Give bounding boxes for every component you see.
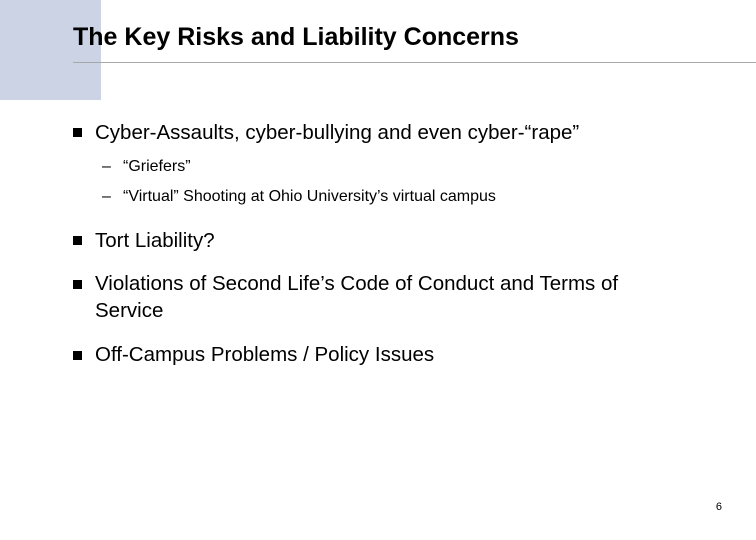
bullet-item-off-campus: Off-Campus Problems / Policy Issues <box>95 343 435 366</box>
bullet-item-violations-line1: Violations of Second Life’s Code of Conduct and Terms of <box>95 272 619 295</box>
bullet-item-cyber-assaults: Cyber-Assaults, cyber-bullying and even cyber-“rape” <box>95 121 580 144</box>
bullet-square-icon <box>73 128 82 137</box>
sub-item-virtual-shooting: “Virtual” Shooting at Ohio University’s virtual campus <box>123 188 496 205</box>
bullet-square-icon <box>73 236 82 245</box>
bullet-square-icon <box>73 280 82 289</box>
sub-bullet-dash: – <box>102 158 111 175</box>
page-number: 6 <box>715 501 722 513</box>
bullet-item-violations-line2: Service <box>95 299 164 322</box>
bullet-item-tort-liability: Tort Liability? <box>95 229 215 252</box>
title-divider <box>73 62 756 63</box>
slide-title: The Key Risks and Liability Concerns <box>73 23 519 51</box>
bullet-square-icon <box>73 351 82 360</box>
sub-bullet-dash: – <box>102 188 111 205</box>
sub-item-griefers: “Griefers” <box>123 158 191 175</box>
